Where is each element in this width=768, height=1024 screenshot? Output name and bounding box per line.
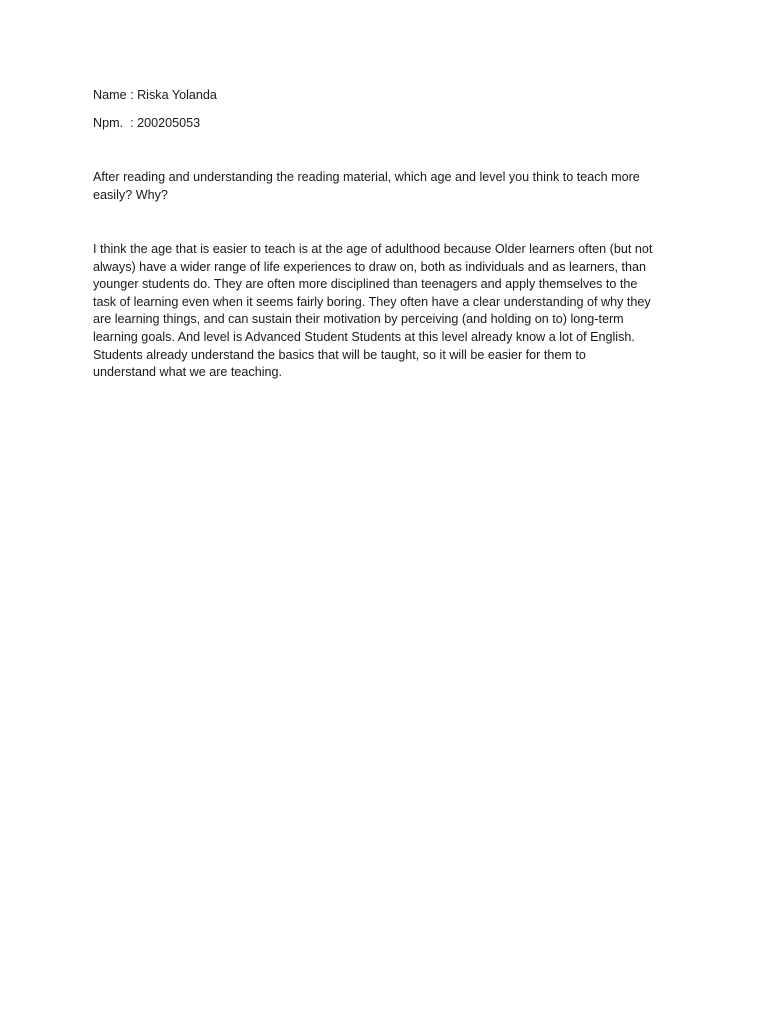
answer-line: younger students do. They are often more disciplined than teenagers and apply themselves to the (93, 277, 638, 292)
answer-line: I think the age that is easier to teach is at the age of adulthood because Older learners often (but not (93, 242, 653, 256)
answer-line: Students already understand the basics that will be taught, so it will be easier for them to (93, 347, 586, 362)
student-npm: Npm. : 200205053 (93, 116, 201, 130)
answer-paragraph (93, 241, 693, 382)
answer-line: learning goals. And level is Advanced Student Students at this level already know a lot of English. (93, 329, 635, 344)
question-line: easily? Why? (93, 187, 168, 202)
question-paragraph (93, 169, 693, 204)
answer-line: understand what we are teaching. (93, 365, 283, 380)
answer-line: always) have a wider range of life experiences to draw on, both as individuals and as learners, than (93, 259, 647, 274)
answer-line: task of learning even when it seems fairly boring. They often have a clear understanding of why they (93, 294, 651, 309)
answer-line: are learning things, and can sustain their motivation by perceiving (and holding on to) long-term (93, 312, 624, 327)
student-name: Name : Riska Yolanda (93, 88, 217, 102)
question-line: After reading and understanding the reading material, which age and level you think to teach more (93, 170, 640, 184)
